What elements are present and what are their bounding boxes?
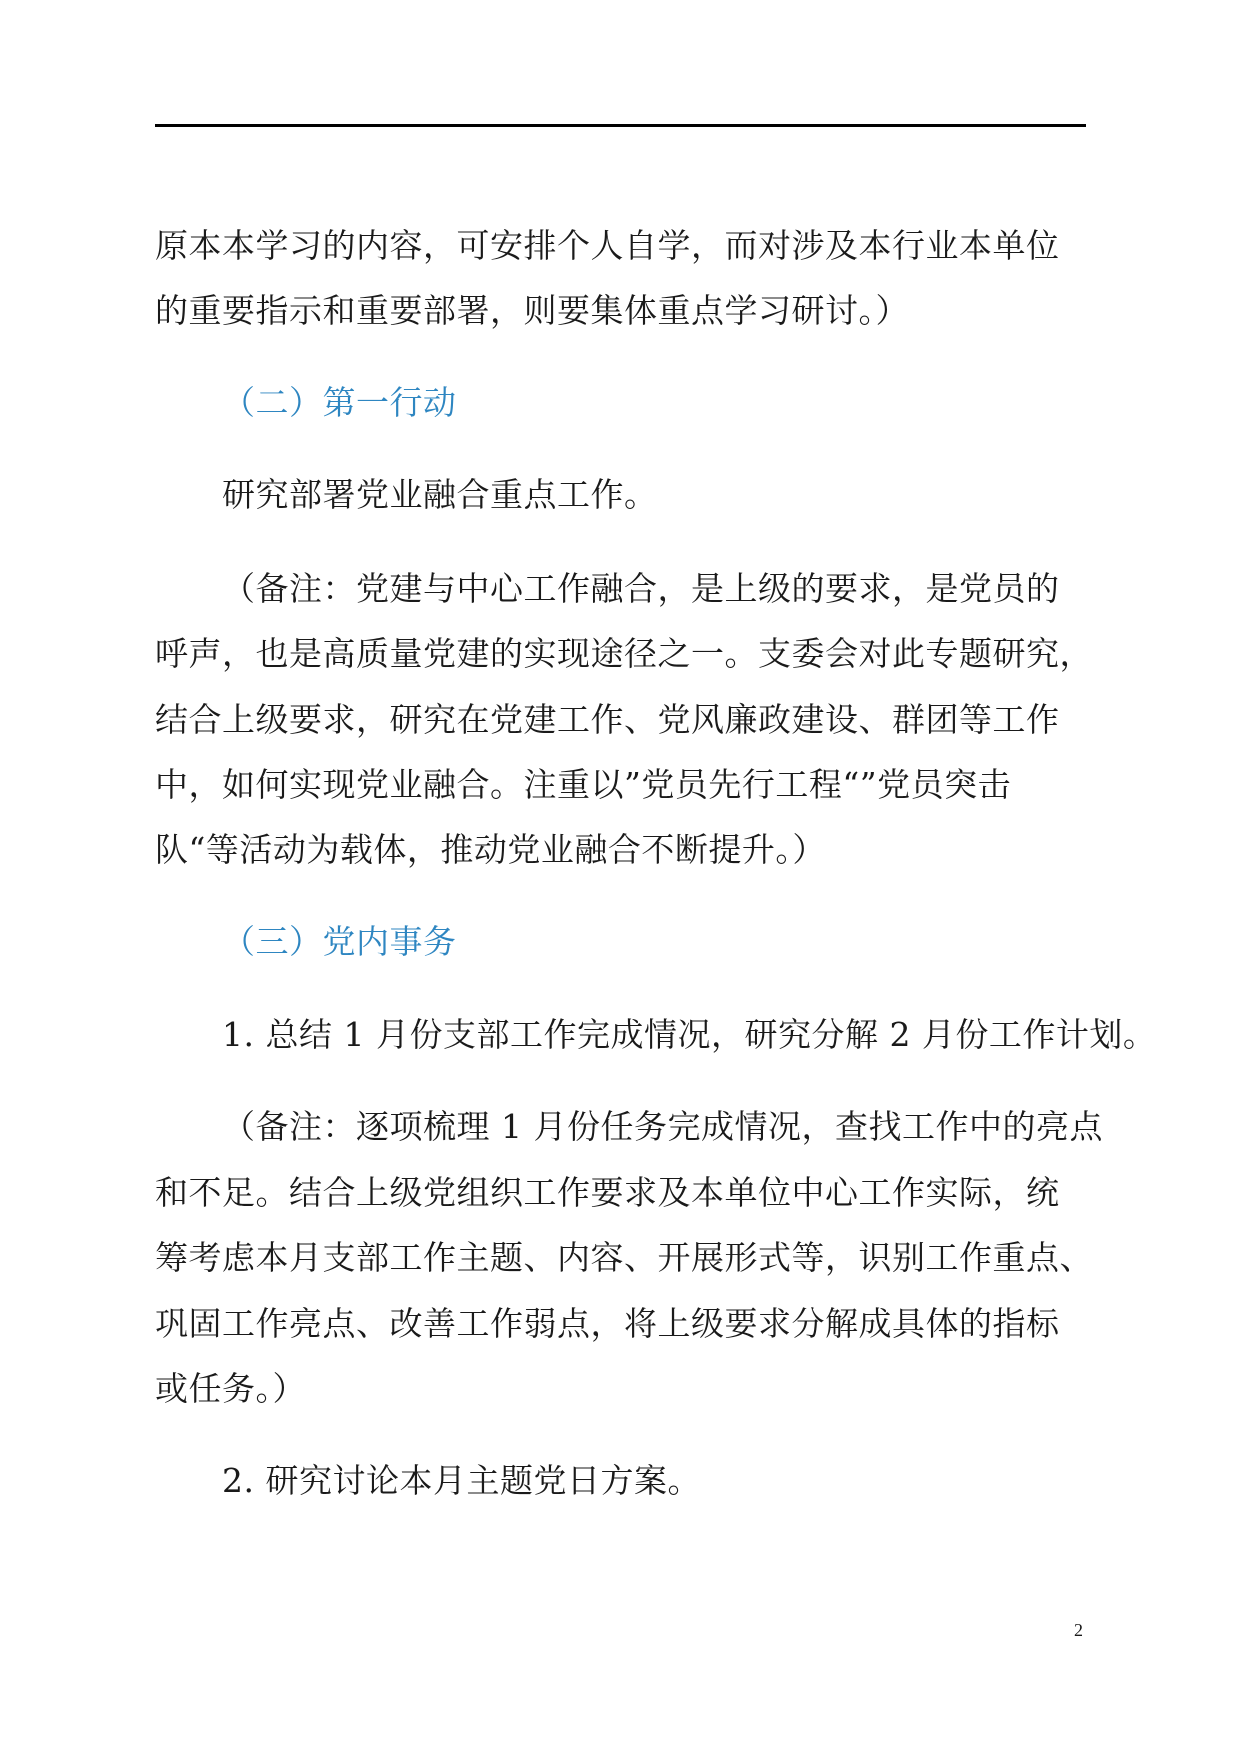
paragraph-line: （备注：逐项梳理 1 月份任务完成情况，查找工作中的亮点 [222, 1107, 1103, 1146]
paragraph-line: 结合上级要求，研究在党建工作、党风廉政建设、群团等工作 [155, 700, 1060, 739]
list-item: 1. 总结 1 月份支部工作完成情况，研究分解 2 月份工作计划。 [222, 1015, 1157, 1054]
paragraph-line: 的重要指示和重要部署，则要集体重点学习研讨。） [155, 291, 909, 330]
paragraph-line: 原本本学习的内容，可安排个人自学，而对涉及本行业本单位 [155, 226, 1060, 265]
list-item: 2. 研究讨论本月主题党日方案。 [222, 1461, 701, 1500]
paragraph-line: 呼声，也是高质量党建的实现途径之一。支委会对此专题研究， [155, 634, 1093, 673]
header-rule [155, 124, 1086, 127]
paragraph-line: 筹考虑本月支部工作主题、内容、开展形式等，识别工作重点、 [155, 1238, 1093, 1277]
paragraph-line: （备注：党建与中心工作融合，是上级的要求，是党员的 [222, 569, 1060, 608]
paragraph-line: 或任务。） [155, 1369, 306, 1408]
paragraph-line: 研究部署党业融合重点工作。 [222, 475, 658, 514]
section-heading-2: （二）第一行动 [222, 383, 457, 422]
paragraph-line: 队“等活动为载体，推动党业融合不断提升。） [155, 830, 826, 869]
paragraph-line: 巩固工作亮点、改善工作弱点，将上级要求分解成具体的指标 [155, 1304, 1060, 1343]
section-heading-3: （三）党内事务 [222, 922, 457, 961]
paragraph-line: 中，如何实现党业融合。注重以”党员先行工程“”党员突击 [155, 765, 1012, 804]
paragraph-line: 和不足。结合上级党组织工作要求及本单位中心工作实际，统 [155, 1173, 1060, 1212]
page-number: 2 [1074, 1620, 1083, 1640]
